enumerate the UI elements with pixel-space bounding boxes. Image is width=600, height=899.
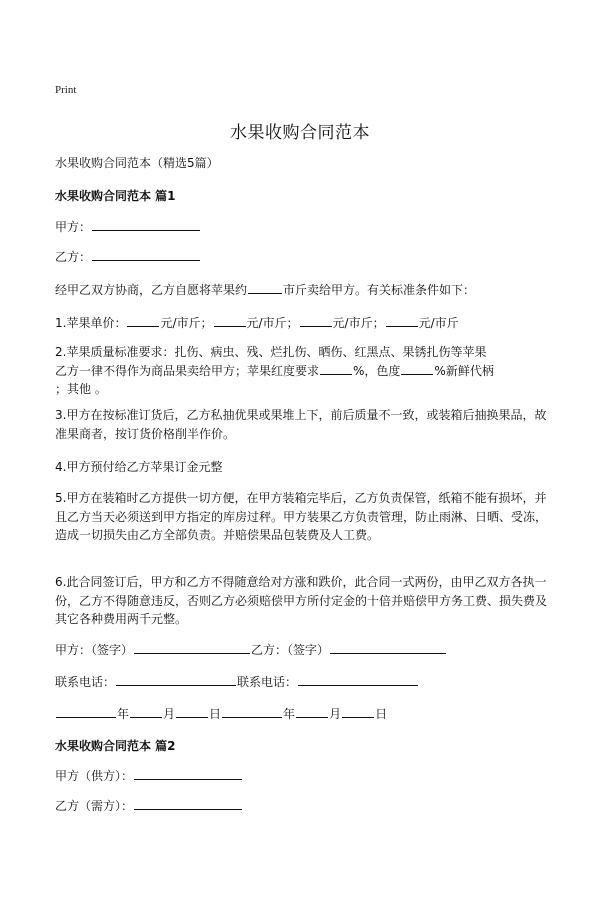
date-a-year-blank[interactable] [56, 705, 116, 718]
party-a-blank[interactable] [92, 218, 200, 231]
buyer-line [55, 797, 555, 815]
price-unit-2: 元/市斤； [246, 316, 299, 330]
clause-1-prefix: 1.苹果单价： [55, 316, 127, 330]
print-label: Print [55, 84, 77, 96]
price-blank-1[interactable] [127, 314, 159, 327]
party-a-label: 甲方： [55, 220, 92, 234]
clause-2-text-b: %，色度 [353, 363, 401, 378]
date-b-year-blank[interactable] [222, 705, 282, 718]
price-blank-4[interactable] [386, 314, 418, 327]
intro-line [55, 281, 555, 299]
document-title: 水果收购合同范本 [230, 123, 370, 143]
price-unit-4: 元/市斤 [418, 316, 459, 330]
sign-b-label: 乙方：（签字） [251, 643, 330, 657]
date-a-month-label: 月 [163, 707, 176, 721]
clause-3: 3.甲方在按标准订货后，乙方私抽优果或果堆上下，前后质量不一致，或装箱后抽换果品，故准果商者，按订货价格削半作价。 [55, 408, 547, 441]
date-b-day-blank[interactable] [342, 705, 374, 718]
intro-text-pre: 经甲乙双方协商，乙方自愿将苹果约 [55, 283, 248, 297]
price-blank-2[interactable] [214, 314, 246, 327]
price-unit-1: 元/市斤； [160, 316, 213, 330]
clause-5: 5.甲方在装箱时乙方提供一切方便，在甲方装箱完毕后，乙方负责保管，纸箱不能有损坏，并且乙方当天必须送到甲方指定的库房过秤。甲方装果乙方负责管理，防止雨淋、日晒、受冻，造成一切损失由乙方全部负责。并赔偿果品包装费及人工费。 [55, 491, 548, 542]
phone-line [55, 673, 555, 691]
color-blank[interactable] [401, 362, 433, 375]
phone-b-label: 联系电话： [237, 675, 298, 689]
section2-heading: 水果收购合同范本 篇2 [55, 739, 176, 753]
party-a-line [55, 218, 555, 236]
price-blank-3[interactable] [300, 314, 332, 327]
sign-a-blank[interactable] [134, 641, 250, 654]
clause-4: 4.甲方预付给乙方苹果订金元整 [55, 460, 223, 474]
document-subtitle: 水果收购合同范本（精选5篇） [55, 156, 219, 170]
date-a-day-blank[interactable] [176, 705, 208, 718]
supplier-blank[interactable] [134, 767, 242, 780]
date-line [55, 705, 555, 723]
price-unit-3: 元/市斤； [332, 316, 385, 330]
redness-blank[interactable] [320, 362, 352, 375]
party-b-blank[interactable] [92, 248, 200, 261]
supplier-line [55, 767, 555, 785]
date-a-month-blank[interactable] [130, 705, 162, 718]
clause-2-text-a: 乙方一律不得作为商品果卖给甲方；苹果红度要求 [55, 363, 320, 378]
clause-1-unit-price [55, 314, 555, 332]
phone-a-label: 联系电话： [55, 675, 116, 689]
clause-2-text-c: %新鲜代柄 [434, 363, 494, 378]
signature-line [55, 641, 555, 659]
buyer-label: 乙方（需方）： [55, 799, 134, 813]
phone-a-blank[interactable] [116, 673, 236, 686]
date-b-year-label: 年 [283, 707, 296, 721]
sign-a-label: 甲方：（签字） [55, 643, 134, 657]
section1-heading: 水果收购合同范本 篇1 [55, 189, 176, 203]
date-b-month-blank[interactable] [296, 705, 328, 718]
date-b-day-label: 日 [375, 707, 388, 721]
supplier-label: 甲方（供方）： [55, 769, 134, 783]
phone-b-blank[interactable] [298, 673, 418, 686]
clause-2-line-2 [55, 362, 549, 381]
party-b-line [55, 248, 555, 266]
clause-6: 6.此合同签订后，甲方和乙方不得随意给对方涨和跌价，此合同一式两份，由甲乙双方各执一份，乙方不得随意违反，否则乙方必须赔偿甲方所付定金的十倍并赔偿甲方务工费、损失费及其它各种费用两千元整。 [55, 575, 548, 626]
buyer-blank[interactable] [134, 797, 242, 810]
clause-2-line-1: 2.苹果质量标准要求：扎伤、病虫、残、烂扎伤、晒伤、红黑点、果锈扎伤等苹果 [55, 345, 487, 359]
date-a-day-label: 日 [209, 707, 222, 721]
clause-2-line-3: ；其他 。 [55, 382, 107, 396]
quantity-blank[interactable] [248, 281, 282, 294]
clause-2-quality [55, 343, 549, 399]
party-b-label: 乙方： [55, 250, 92, 264]
sign-b-blank[interactable] [330, 641, 446, 654]
intro-text-post: 市斤卖给甲方。有关标准条件如下： [283, 283, 476, 297]
date-a-year-label: 年 [117, 707, 130, 721]
date-b-month-label: 月 [329, 707, 342, 721]
